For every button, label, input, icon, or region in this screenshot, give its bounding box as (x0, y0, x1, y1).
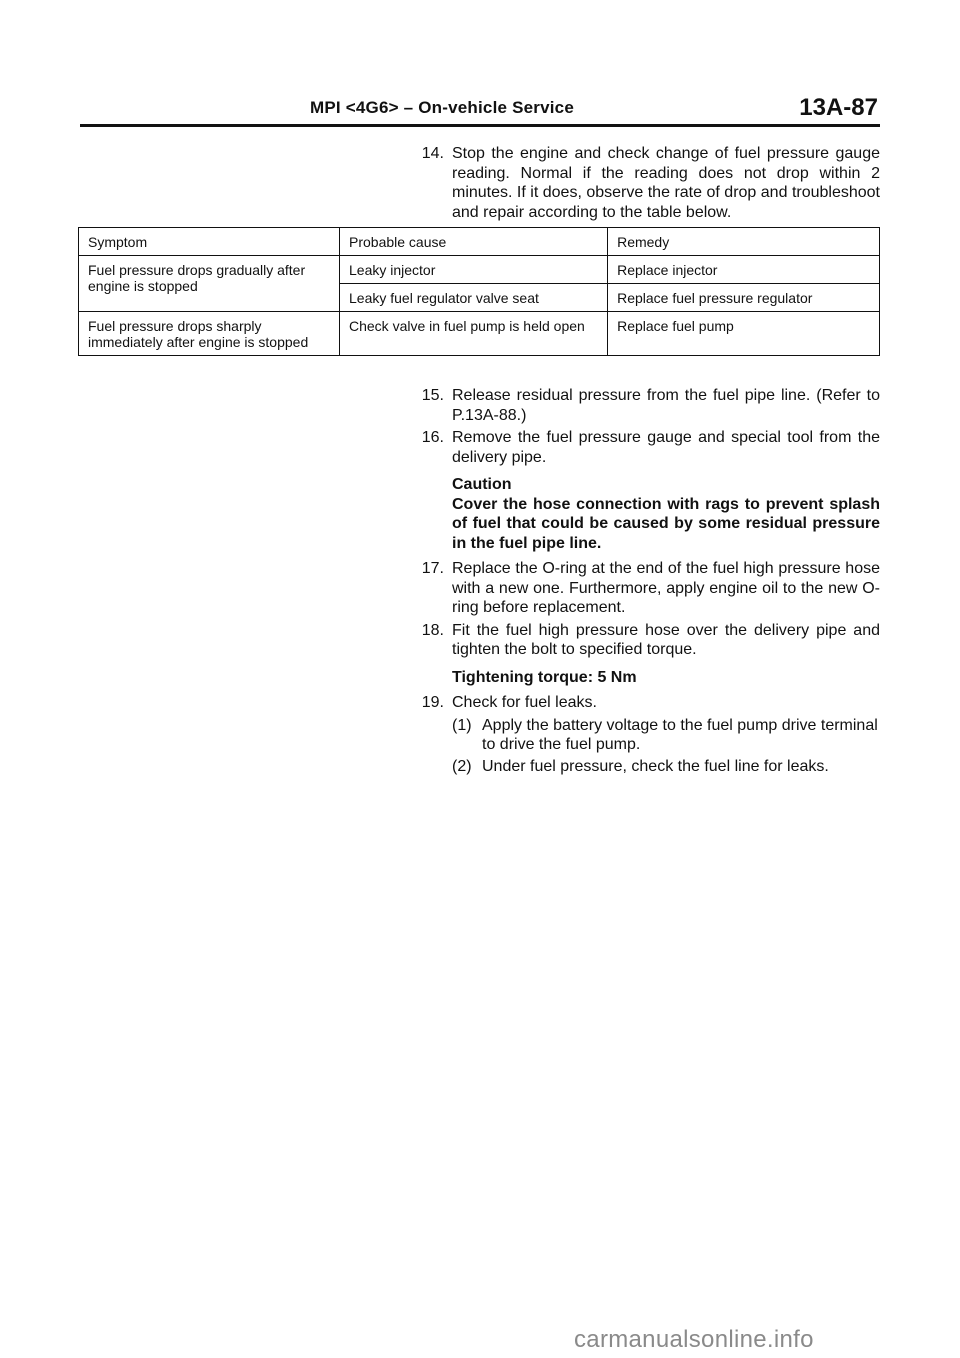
steps-block-bottom (398, 386, 880, 778)
header-probable-cause: Probable cause (340, 228, 608, 256)
step-14 (398, 144, 880, 222)
step-number: 19. (421, 694, 444, 711)
section-title: MPI <4G6> – On-vehicle Service (310, 98, 574, 117)
substep-number: (2) (452, 757, 472, 775)
step-16 (398, 428, 880, 467)
cause-cell: Leaky injector (340, 256, 608, 284)
substep-2 (398, 757, 880, 777)
caution-title: Caution (452, 476, 512, 493)
step-text: Remove the fuel pressure gauge and special tool from the delivery pipe. (452, 429, 880, 466)
step-number: 14. (421, 145, 444, 162)
remedy-cell: Replace injector (608, 256, 880, 284)
symptom-cell: Fuel pressure drops gradually after engine is stopped (79, 256, 340, 312)
step-text: Release residual pressure from the fuel pipe line. (Refer to P.13A-88.) (452, 387, 880, 424)
caution-note (398, 475, 880, 553)
step-15 (398, 386, 880, 425)
remedy-cell: Replace fuel pump (608, 312, 880, 356)
substep-text: Apply the battery voltage to the fuel pump drive terminal to drive the fuel pump. (482, 716, 878, 753)
steps-block-top (398, 144, 880, 225)
table-header-row (79, 228, 880, 256)
step-17 (398, 559, 880, 618)
tightening-torque: Tightening torque: 5 Nm (452, 668, 637, 686)
step-18 (398, 621, 880, 660)
step-text: Stop the engine and check change of fuel pressure gauge reading. Normal if the reading does not drop within 2 minutes. If it does, observe the rate of drop and troubleshoot and repair according to the table below. (452, 145, 880, 221)
cause-cell: Check valve in fuel pump is held open (340, 312, 608, 356)
substep-text: Under fuel pressure, check the fuel line for leaks. (482, 757, 829, 775)
page-header (80, 96, 880, 127)
substep-number: (1) (452, 716, 472, 734)
substep-1 (398, 716, 880, 755)
cause-cell: Leaky fuel regulator valve seat (340, 284, 608, 312)
troubleshooting-table (78, 227, 880, 356)
step-number: 16. (421, 429, 444, 446)
remedy-cell: Replace fuel pressure regulator (608, 284, 880, 312)
step-text: Fit the fuel high pressure hose over the delivery pipe and tighten the bolt to specified torque. (452, 621, 880, 658)
step-number: 15. (421, 387, 444, 404)
step-text: Replace the O-ring at the end of the fuel high pressure hose with a new one. Furthermore, apply engine oil to the new O-ring before replacement. (452, 560, 880, 616)
step-number: 17. (421, 560, 444, 577)
table-row (79, 312, 880, 356)
table-row (79, 256, 880, 284)
caution-text: Cover the hose connection with rags to prevent splash of fuel that could be caused by some residual pressure in the fuel pipe line. (452, 495, 880, 552)
symptom-cell: Fuel pressure drops sharply immediately after engine is stopped (79, 312, 340, 356)
step-text: Check for fuel leaks. (452, 694, 597, 711)
step-19 (398, 693, 880, 713)
header-symptom: Symptom (79, 228, 340, 256)
page-number: 13A-87 (799, 94, 878, 121)
header-remedy: Remedy (608, 228, 880, 256)
step-number: 18. (421, 621, 444, 639)
watermark: carmanualsonline.info (574, 1326, 814, 1353)
